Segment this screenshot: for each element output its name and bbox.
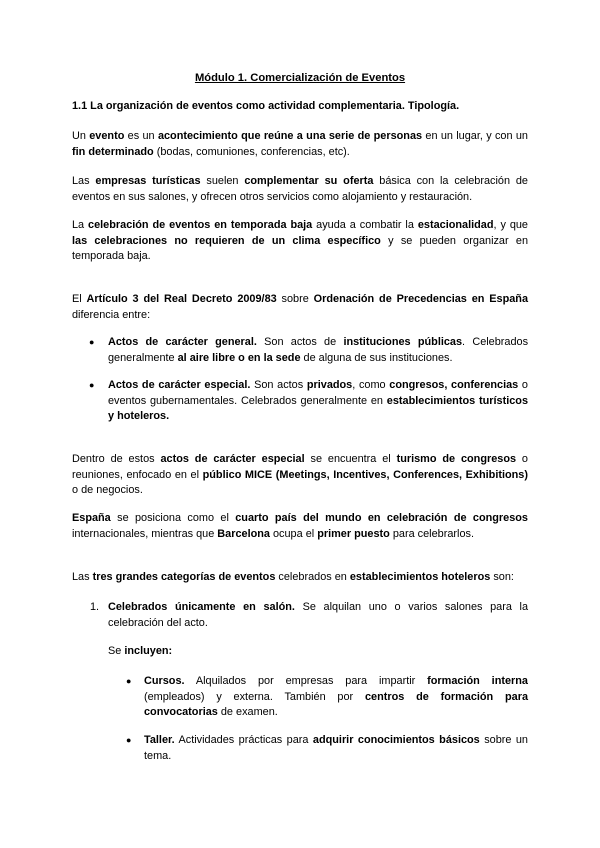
bold-run: centros de formación para convocatorias	[144, 690, 528, 719]
paragraph-incluyen	[108, 644, 528, 660]
bold-run: formación interna	[427, 675, 528, 687]
list-item-cursos	[144, 674, 528, 721]
bold-run: las celebraciones no requieren de un clima específico	[72, 234, 381, 247]
bold-run: Celebrados únicamente en salón.	[108, 601, 295, 613]
paragraph-temporada	[72, 218, 528, 265]
bold-run: acontecimiento que reúne a una serie de personas	[157, 130, 423, 142]
bold-run: al aire libre o en la sede	[177, 351, 301, 364]
section-heading-text: 1.1 La organización de eventos como actividad complementaria. Tipología.	[72, 100, 460, 112]
text-run: diferencia entre:	[72, 308, 151, 321]
text-run: , como	[352, 379, 390, 391]
list-item-actos-especial	[108, 378, 528, 425]
text-run: ocupa el	[269, 527, 318, 540]
text-run: Son actos de	[256, 336, 344, 348]
text-run: para celebrarlos.	[389, 527, 474, 540]
bold-run: incluyen:	[124, 645, 173, 657]
bold-run: complementar su oferta	[244, 175, 374, 187]
bullet-icon: ●	[126, 676, 132, 686]
list-item-actos-general	[108, 335, 528, 366]
paragraph-articulo	[72, 292, 528, 323]
bold-run: congresos, conferencias	[389, 379, 519, 391]
bold-run: Actos de carácter especial.	[108, 379, 251, 391]
bold-run: actos de carácter especial	[160, 453, 305, 465]
text-run: en un lugar, y con un	[422, 130, 528, 142]
bold-run: celebración de eventos en temporada baja	[88, 219, 313, 231]
text-run: El	[72, 293, 87, 305]
paragraph-empresas	[72, 174, 528, 205]
bold-run: cuarto país del mundo en celebración de congresos	[235, 512, 528, 524]
text-run: (bodas, comuniones, conferencias, etc).	[153, 145, 350, 158]
text-run: ayuda a combatir la	[312, 219, 418, 231]
list-number: 1.	[90, 601, 100, 613]
text-run: o reuniones, enfocado en el	[72, 453, 528, 481]
text-run: (empleados) y externa. También por	[144, 690, 365, 703]
text-run: se encuentra el	[304, 453, 397, 465]
text-run: suelen	[200, 175, 245, 187]
bold-run: Barcelona	[217, 527, 270, 540]
text-run: celebrados en	[275, 571, 350, 583]
bold-run: instituciones públicas	[343, 336, 463, 348]
bold-run: establecimientos hoteleros	[349, 571, 491, 583]
text-run: Las	[72, 175, 96, 187]
text-run: Se	[108, 645, 125, 657]
text-run: o de negocios.	[72, 484, 143, 497]
bold-run: fin determinado	[72, 145, 154, 158]
text-run: Actividades prácticas para	[174, 734, 313, 746]
bold-run: Actos de carácter general.	[108, 336, 257, 348]
section-heading	[72, 99, 528, 115]
bold-run: privados	[306, 379, 353, 391]
text-run: son:	[490, 571, 514, 583]
text-run: La	[72, 219, 89, 231]
bullet-icon: ●	[89, 337, 95, 347]
paragraph-mice	[72, 452, 528, 499]
text-run: Un	[72, 130, 90, 142]
bullet-icon: ●	[89, 380, 95, 390]
paragraph-categorias	[72, 570, 528, 586]
text-run: o eventos gubernamentales. Celebrados generalmente en	[108, 379, 528, 407]
text-run: es un	[124, 130, 158, 142]
bold-run: empresas turísticas	[95, 175, 201, 187]
bold-run: tres grandes categorías de eventos	[92, 571, 276, 583]
text-run: y se pueden organizar en temporada baja.	[72, 234, 529, 263]
bold-run: primer puesto	[317, 527, 390, 540]
text-run: Se alquilan uno o varios salones para la celebración del acto.	[108, 601, 528, 629]
text-run: Las	[72, 571, 93, 583]
bold-run: establecimientos turísticos y hoteleros.	[108, 394, 528, 423]
bold-run: Ordenación de Precedencias en España	[313, 293, 529, 305]
bold-run: España	[72, 512, 111, 524]
bold-run: público MICE (Meetings, Incentives, Conferences, Exhibitions)	[202, 468, 528, 481]
text-run: sobre un tema.	[144, 734, 528, 762]
paragraph-evento	[72, 129, 528, 160]
bold-run: Artículo 3 del Real Decreto 2009/83	[86, 293, 277, 305]
text-run: sobre	[276, 293, 314, 305]
text-run: de alguna de sus instituciones.	[300, 351, 453, 364]
text-run: se posiciona como el	[110, 512, 236, 524]
text-run: Dentro de estos	[72, 453, 161, 465]
paragraph-espana	[72, 511, 528, 542]
bold-run: turismo de congresos	[396, 453, 517, 465]
text-run: básica con la celebración de eventos en sus salones, y ofrecen otros servicios como alojamiento y restauración.	[72, 175, 528, 203]
list-item-taller	[144, 733, 528, 764]
text-run: internacionales, mientras que	[72, 527, 218, 540]
text-run: Alquilados por empresas para impartir	[184, 675, 428, 687]
bullet-icon: ●	[126, 735, 132, 745]
bold-run: Cursos.	[144, 675, 185, 687]
page-title: Módulo 1. Comercialización de Eventos	[194, 72, 406, 84]
text-run: de examen.	[217, 706, 278, 719]
bold-run: evento	[89, 130, 125, 142]
text-run: Son actos	[250, 379, 307, 391]
bold-run: adquirir conocimientos básicos	[312, 734, 480, 746]
bold-run: Taller.	[144, 734, 175, 746]
text-run: , y que	[493, 219, 528, 231]
list-item-salon	[108, 600, 528, 631]
text-run: . Celebrados generalmente	[108, 336, 529, 364]
bold-run: estacionalidad	[417, 219, 494, 231]
